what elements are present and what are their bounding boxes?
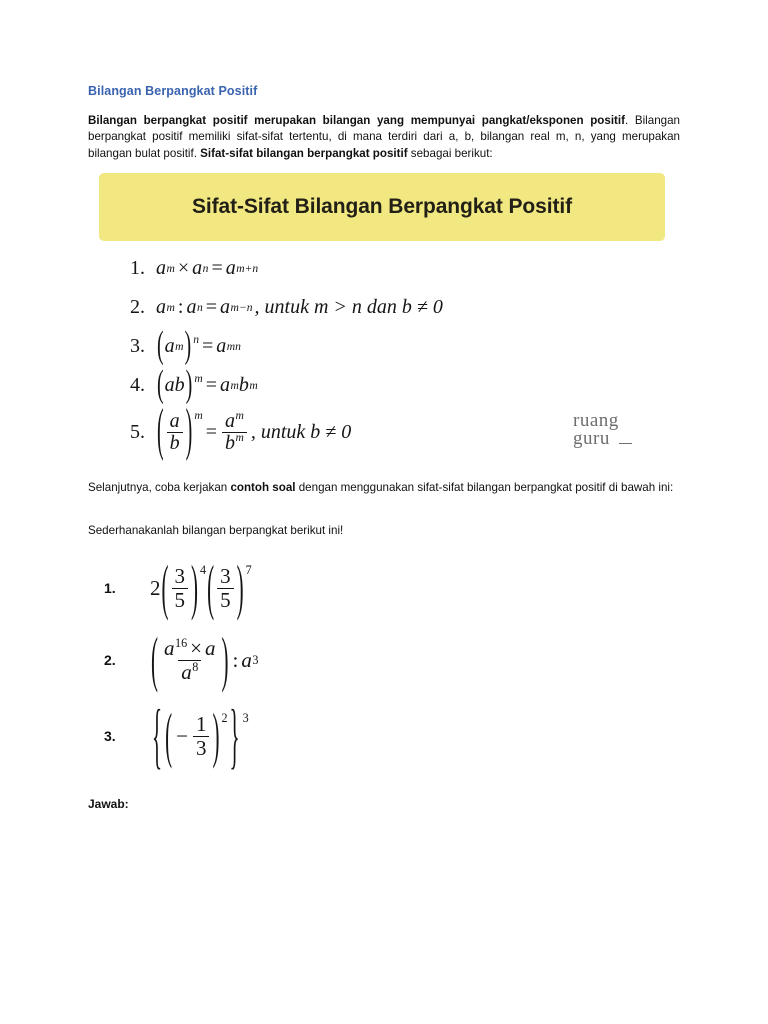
exercise-3-inner-power	[164, 699, 228, 770]
exercise-2-num-base-2: a	[205, 636, 216, 661]
instruction-part-1: Selanjutnya, coba kerjakan	[88, 481, 231, 494]
exercise-list	[104, 552, 524, 776]
formula-3-result-base: a	[216, 335, 227, 357]
exercise-3-fraction	[193, 713, 210, 758]
exercise-3-numerator: 1	[195, 712, 207, 737]
formula-1-base-1: a	[156, 257, 166, 279]
formula-number-1: 1.	[130, 257, 145, 279]
formula-5-rnum-exp: m	[235, 408, 244, 422]
exercise-1-group-2	[206, 551, 245, 622]
formula-1-operator: ×	[177, 257, 190, 279]
exercise-3-expression	[150, 692, 249, 777]
formula-2-result-base: a	[220, 296, 231, 318]
formula-5-group	[156, 398, 193, 463]
formula-number-5: 5.	[130, 420, 145, 443]
formula-5-result-fraction	[222, 408, 247, 454]
formula-5-rden-base: b	[225, 431, 235, 454]
intro-tail: sebagai berikut:	[407, 146, 493, 160]
formula-row-2: 2. a m : a n = a m−n , untuk m > n dan b ≠ 0	[130, 296, 443, 318]
formula-5-numerator: a	[169, 409, 180, 432]
formula-1-result-base: a	[225, 257, 236, 279]
exercise-2-den-base: a	[181, 659, 192, 684]
exercise-1-den-2: 5	[217, 588, 234, 611]
exercise-1-power-2	[206, 551, 252, 622]
exercise-1-num-1: 3	[174, 564, 185, 589]
exercise-number-3: 3.	[104, 728, 116, 744]
exercise-item	[104, 552, 524, 624]
exercise-2-colon: :	[232, 647, 239, 672]
right-paren-icon: )	[212, 699, 220, 770]
right-paren-icon: )	[185, 398, 193, 463]
formula-4-result-base-2: b	[238, 374, 249, 396]
left-paren-icon: (	[207, 551, 215, 622]
left-paren-icon: (	[165, 699, 173, 770]
formula-4-outer-exp: m	[194, 372, 203, 385]
formula-4-result-base-1: a	[220, 374, 230, 396]
formula-5-power-group	[156, 398, 203, 463]
formula-5-condition: , untuk b ≠ 0	[250, 420, 352, 443]
exercise-2-numerator	[161, 637, 219, 659]
exercise-3-inner-exp: 2	[221, 711, 228, 726]
exercise-3-brace-group	[150, 692, 242, 777]
formula-2-condition: , untuk m > n dan b ≠ 0	[254, 296, 443, 318]
formula-5-rnum-base: a	[225, 409, 235, 432]
formula-row-4: 4. ( ab ) m = a m b m	[130, 363, 258, 406]
article-header	[88, 84, 680, 162]
formula-5-result-numerator	[222, 408, 247, 432]
page-title: Bilangan Berpangkat Positif	[88, 84, 258, 98]
formula-1-equals: =	[211, 257, 223, 279]
left-paren-icon: (	[151, 623, 158, 694]
right-brace-icon: }	[229, 692, 240, 777]
exercise-3-outer-exp: 3	[242, 711, 249, 726]
exercise-1-den-1: 5	[172, 588, 189, 611]
formula-3-power-group	[156, 324, 200, 367]
exercise-2-den-exp: 8	[192, 659, 199, 674]
intro-body: . Bilangan berpangkat positif memiliki sifat-sifat tertentu, di mana terdiri dari a, b, bilangan real m, n, yang merupakan bilangan bulat positif.	[88, 114, 680, 160]
exercise-3-paren-group	[164, 699, 220, 770]
formula-number-2: 2.	[130, 296, 145, 318]
exercise-2-denominator	[178, 660, 201, 683]
right-paren-icon: )	[191, 551, 198, 622]
banner-title: Sifat-Sifat Bilangan Berpangkat Positif	[192, 195, 572, 218]
intro-bold-tail: Sifat-sifat bilangan berpangkat positif	[200, 146, 408, 160]
formula-5-result-denominator	[222, 432, 247, 454]
logo-line-1: ruang	[573, 410, 619, 431]
formula-3-group: ( a m )	[157, 324, 192, 367]
right-paren-icon: )	[236, 551, 244, 622]
exercise-1-num-2: 3	[220, 564, 231, 589]
formula-row-1: 1. a m × a n = a m+n	[130, 257, 259, 279]
formula-2-equals: =	[205, 296, 218, 318]
exercise-item	[104, 624, 524, 696]
instruction-part-2: dengan menggunakan sifat-sifat bilangan berpangkat positif di bawah ini:	[295, 481, 674, 494]
formula-4-group	[156, 363, 193, 406]
right-paren-icon: )	[184, 324, 192, 367]
left-paren-icon: (	[157, 324, 164, 367]
exercise-2-num-base: a	[164, 636, 175, 661]
exercise-item	[104, 692, 524, 777]
left-paren-icon: (	[157, 398, 164, 463]
formula-3-outer-exp: n	[193, 333, 200, 346]
formula-5-fraction	[167, 411, 183, 454]
formula-4-equals: =	[205, 374, 217, 396]
formula-5-equals: =	[205, 420, 217, 443]
ruangguru-logo	[573, 412, 619, 448]
logo-line-2: guru	[573, 430, 619, 448]
properties-banner	[99, 173, 665, 241]
left-paren-icon: (	[161, 551, 169, 622]
formula-2-base-1: a	[156, 296, 166, 318]
formula-4-power-group	[156, 363, 203, 406]
formula-3-base: a	[164, 335, 175, 357]
right-paren-icon: )	[221, 623, 229, 694]
left-paren-icon: (	[157, 363, 164, 406]
formula-1-base-2: a	[192, 257, 203, 279]
formula-number-4: 4.	[130, 374, 145, 396]
exercise-1-fraction-1	[172, 565, 189, 610]
right-paren-icon: )	[185, 363, 193, 406]
exercise-1-fraction-2	[217, 565, 234, 610]
instruction-bold: contoh soal	[230, 481, 296, 494]
formula-3-equals: =	[202, 335, 214, 357]
answer-label: Jawab:	[88, 797, 129, 811]
formula-2-base-2: a	[186, 296, 197, 318]
exercise-2-expression: ( $\frac{a^{16} \times a}{a^8}$ ) : a 3	[150, 637, 258, 682]
exercise-1-power-1	[161, 551, 207, 622]
exercise-2-fraction	[161, 637, 219, 682]
instruction-paragraph	[88, 480, 682, 496]
formula-5-denominator: b	[167, 432, 183, 454]
formula-5-rden-exp: m	[235, 430, 244, 444]
formula-number-3: 3.	[130, 335, 145, 357]
exercise-2-times: ×	[190, 636, 203, 661]
intro-bold-lead: Bilangan berpangkat positif merupakan bilangan yang mempunyai pangkat/eksponen positif	[88, 114, 625, 127]
exercise-1-group-1	[161, 551, 200, 622]
exercise-3-sign: −	[176, 723, 188, 748]
formula-4-inner: ab	[164, 374, 185, 396]
left-brace-icon: {	[152, 692, 163, 777]
exercise-2-num-exp: 16	[175, 636, 188, 651]
formula-2-operator: :	[177, 296, 184, 318]
task-paragraph: Sederhanakanlah bilangan berpangkat berikut ini!	[88, 524, 344, 537]
exercise-3-outer-power	[150, 692, 249, 777]
exercise-1-expression	[150, 551, 252, 622]
exercise-3-denominator: 3	[193, 736, 210, 759]
exercise-1-coefficient: 2	[150, 575, 161, 600]
exercise-1-exp-1: 4	[200, 563, 207, 578]
formula-5-outer-exp: m	[194, 408, 203, 422]
exercise-number-2: 2.	[104, 652, 116, 668]
exercise-number-1: 1.	[104, 580, 116, 596]
exercise-2-right-base: a	[241, 647, 252, 672]
intro-paragraph	[88, 113, 680, 162]
formula-row-3: 3. ( a m ) n = a mn	[130, 324, 241, 367]
exercise-1-exp-2: 7	[245, 563, 252, 578]
